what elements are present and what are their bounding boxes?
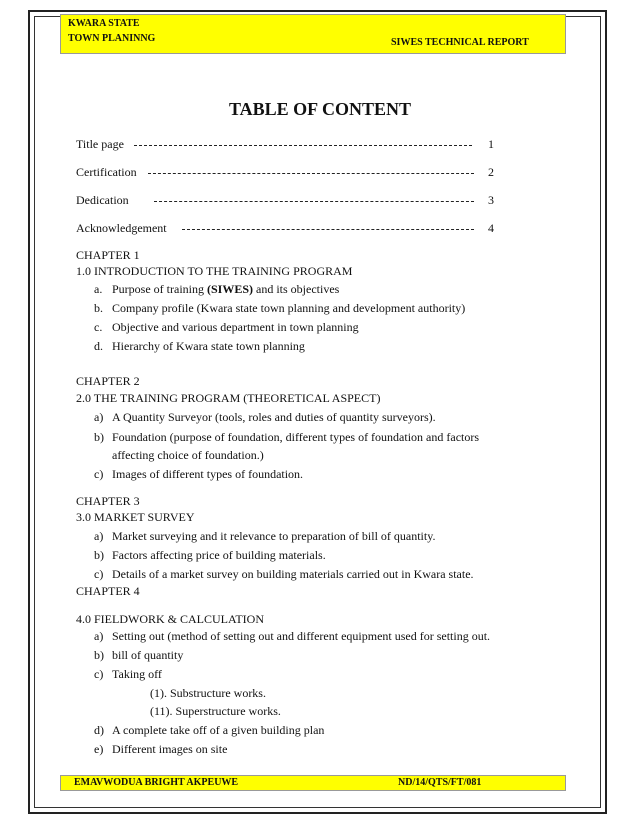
header-org-line1: KWARA STATE <box>68 18 140 29</box>
chapter-label: CHAPTER 2 <box>76 374 140 388</box>
page-header <box>60 14 566 54</box>
chapter-item <box>94 567 474 582</box>
chapter-label: CHAPTER 1 <box>76 248 140 262</box>
item-text: Details of a market survey on building materials carried out in Kwara state. <box>112 567 474 581</box>
toc-page-number: 1 <box>488 137 494 151</box>
header-org-line2: TOWN PLANINNG <box>68 33 156 44</box>
item-text: and its objectives <box>253 282 340 296</box>
chapter-subitem: (11). Superstructure works. <box>150 704 281 718</box>
chapter-heading: 4.0 FIELDWORK & CALCULATION <box>76 612 264 626</box>
item-marker: d. <box>94 339 103 353</box>
item-text: affecting choice of foundation.) <box>112 448 264 462</box>
item-marker: b) <box>94 648 104 662</box>
toc-page-number: 3 <box>488 193 494 207</box>
item-marker: e) <box>94 742 104 756</box>
page-footer <box>60 775 566 791</box>
item-marker: d) <box>94 723 104 737</box>
chapter-item <box>94 282 339 297</box>
chapter-item <box>94 529 435 544</box>
toc-row <box>76 193 500 209</box>
item-text: Purpose of training <box>112 282 207 296</box>
footer-matric-number: ND/14/QTS/FT/081 <box>398 777 482 788</box>
item-marker: a) <box>94 629 104 643</box>
chapter-item <box>94 320 359 335</box>
chapter-item <box>94 410 436 425</box>
chapter-item <box>94 667 162 682</box>
item-text: Objective and various department in town planning <box>112 320 359 334</box>
chapter-item <box>94 629 490 644</box>
toc-leader <box>134 145 472 146</box>
toc-row <box>76 137 500 153</box>
item-text: bill of quantity <box>112 648 184 662</box>
item-marker: a. <box>94 282 103 296</box>
chapter-item <box>94 339 305 354</box>
chapter-item <box>94 723 324 738</box>
item-text: Hierarchy of Kwara state town planning <box>112 339 305 353</box>
item-text: A complete take off of a given building plan <box>112 723 325 737</box>
item-text: Setting out (method of setting out and different equipment used for setting out. <box>112 629 491 643</box>
chapter-item <box>94 301 465 316</box>
toc-page-number: 4 <box>488 221 494 235</box>
toc-leader <box>148 173 474 174</box>
chapter-item <box>94 467 303 482</box>
chapter-item <box>94 648 183 663</box>
toc-row <box>76 221 500 237</box>
toc-leader <box>182 229 474 230</box>
item-text: Market surveying and it relevance to preparation of bill of quantity. <box>112 529 436 543</box>
toc-label: Certification <box>76 165 140 180</box>
item-marker: c) <box>94 667 104 681</box>
toc-leader <box>154 201 474 202</box>
toc-label: Title page <box>76 137 127 152</box>
toc-page-number: 2 <box>488 165 494 179</box>
chapter-item <box>94 430 479 445</box>
item-text: Company profile (Kwara state town planning and development authority) <box>112 301 466 315</box>
chapter-heading: 3.0 MARKET SURVEY <box>76 510 195 524</box>
item-text-bold: (SIWES) <box>207 282 254 296</box>
item-text: A Quantity Surveyor (tools, roles and duties of quantity surveyors). <box>112 410 436 424</box>
chapter-heading: 2.0 THE TRAINING PROGRAM (THEORETICAL ASPECT) <box>76 391 381 405</box>
item-marker: b) <box>94 430 104 444</box>
page-title: TABLE OF CONTENT <box>228 99 412 119</box>
chapter-heading: 1.0 INTRODUCTION TO THE TRAINING PROGRAM <box>76 264 353 278</box>
item-text: Images of different types of foundation. <box>112 467 304 481</box>
chapter-label: CHAPTER 3 <box>76 494 140 508</box>
item-marker: b. <box>94 301 103 315</box>
footer-author-name: EMAVWODUA BRIGHT AKPEUWE <box>74 777 239 788</box>
item-marker: a) <box>94 529 104 543</box>
item-marker: a) <box>94 410 104 424</box>
toc-label: Dedication <box>76 193 132 208</box>
toc-label: Acknowledgement <box>76 221 170 236</box>
item-text: Factors affecting price of building materials. <box>112 548 326 562</box>
chapter-subitem: (1). Substructure works. <box>150 686 266 700</box>
chapter-label: CHAPTER 4 <box>76 584 140 598</box>
item-text: Foundation (purpose of foundation, different types of foundation and factors <box>112 430 480 444</box>
chapter-item <box>94 742 227 757</box>
item-marker: c. <box>94 320 103 334</box>
item-marker: c) <box>94 567 104 581</box>
chapter-item <box>94 548 326 563</box>
chapter-item-continuation <box>94 448 264 463</box>
header-report-title: SIWES TECHNICAL REPORT <box>391 37 529 48</box>
item-marker: c) <box>94 467 104 481</box>
item-text: Different images on site <box>112 742 228 756</box>
toc-row <box>76 165 500 181</box>
item-marker: b) <box>94 548 104 562</box>
item-text: Taking off <box>112 667 162 681</box>
